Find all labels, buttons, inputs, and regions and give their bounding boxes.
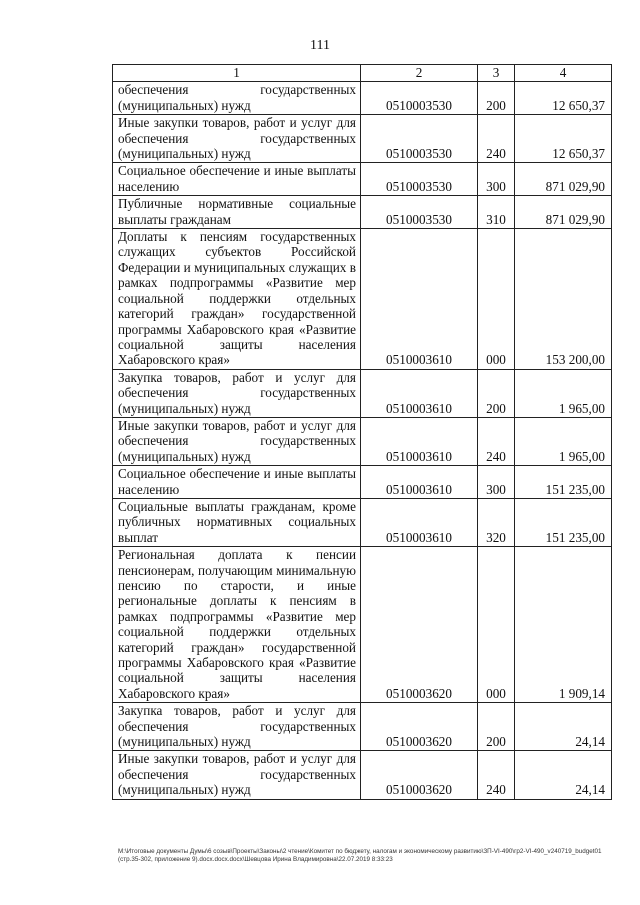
- row-expense-type-cell: 200: [478, 369, 515, 417]
- row-name-cell: Региональная доплата к пенсии пенсионерам, получающим минимальную пенсию по старости, и иные региональные доплаты к пенсиям в рамках подпрограммы «Развитие мер социальной поддержки отдельных категорий граждан» государственной программы Хабаровского края «Развитие социальной защиты населения Хабаровского края»: [113, 547, 361, 703]
- row-amount-cell: 24,14: [515, 703, 612, 751]
- row-name-cell: Иные закупки товаров, работ и услуг для обеспечения государственных (муниципальных) нужд: [113, 417, 361, 465]
- table-row: [113, 229, 612, 370]
- row-code-cell: 0510003530: [361, 115, 478, 163]
- row-name-cell: обеспечения государственных (муниципальных) нужд: [113, 82, 361, 115]
- row-name-cell: Социальное обеспечение и иные выплаты населению: [113, 466, 361, 499]
- row-code-cell: 0510003610: [361, 229, 478, 370]
- row-code-cell: 0510003530: [361, 163, 478, 196]
- row-code-cell: 0510003530: [361, 196, 478, 229]
- row-code-cell: 0510003620: [361, 547, 478, 703]
- table-row: [113, 82, 612, 115]
- row-amount-cell: 1 909,14: [515, 547, 612, 703]
- row-amount-cell: 871 029,90: [515, 163, 612, 196]
- table-row: [113, 466, 612, 499]
- row-expense-type-cell: 320: [478, 498, 515, 546]
- row-code-cell: 0510003610: [361, 498, 478, 546]
- row-code-cell: 0510003530: [361, 82, 478, 115]
- row-amount-cell: 153 200,00: [515, 229, 612, 370]
- table-header-row: [113, 65, 612, 82]
- row-expense-type-cell: 240: [478, 417, 515, 465]
- row-name-cell: Доплаты к пенсиям государственных служащих субъектов Российской Федерации и муниципальных служащих в рамках подпрограммы «Развитие мер социальной поддержки отдельных категорий граждан» государственной программы Хабаровского края «Развитие социальной защиты населения Хабаровского края»: [113, 229, 361, 370]
- table-row: [113, 163, 612, 196]
- table-row: [113, 196, 612, 229]
- row-name-cell: Иные закупки товаров, работ и услуг для обеспечения государственных (муниципальных) нужд: [113, 115, 361, 163]
- row-expense-type-cell: 200: [478, 82, 515, 115]
- row-expense-type-cell: 240: [478, 751, 515, 799]
- row-expense-type-cell: 240: [478, 115, 515, 163]
- row-amount-cell: 1 965,00: [515, 369, 612, 417]
- row-code-cell: 0510003610: [361, 369, 478, 417]
- row-amount-cell: 151 235,00: [515, 466, 612, 499]
- row-name-cell: Закупка товаров, работ и услуг для обеспечения государственных (муниципальных) нужд: [113, 703, 361, 751]
- page-number: 111: [310, 38, 330, 53]
- row-code-cell: 0510003610: [361, 466, 478, 499]
- row-expense-type-cell: 000: [478, 229, 515, 370]
- row-name-cell: Иные закупки товаров, работ и услуг для обеспечения государственных (муниципальных) нужд: [113, 751, 361, 799]
- row-amount-cell: 1 965,00: [515, 417, 612, 465]
- table-row: [113, 417, 612, 465]
- row-expense-type-cell: 310: [478, 196, 515, 229]
- column-header: 2: [361, 65, 478, 82]
- table-row: [113, 115, 612, 163]
- document-footer-path: M:\Итоговые документы Думы\6 созыв\Проекты\Законы\2 чтение\Комитет по бюджету, налогам и экономическому развитию\ЗП-VI-490\гр2-VI-490_v240719_budget01 (стр.35-302, приложение 9).docx.docx.docx\Шевцова Ирина Владимировна\22.07.2019 8:33:23: [118, 848, 602, 863]
- row-code-cell: 0510003620: [361, 751, 478, 799]
- row-amount-cell: 871 029,90: [515, 196, 612, 229]
- table-row: [113, 369, 612, 417]
- row-expense-type-cell: 300: [478, 163, 515, 196]
- row-name-cell: Публичные нормативные социальные выплаты гражданам: [113, 196, 361, 229]
- row-expense-type-cell: 300: [478, 466, 515, 499]
- budget-table: [112, 64, 612, 800]
- table-row: [113, 498, 612, 546]
- row-name-cell: Социальные выплаты гражданам, кроме публичных нормативных социальных выплат: [113, 498, 361, 546]
- table-row: [113, 751, 612, 799]
- column-header: 1: [113, 65, 361, 82]
- column-header: 3: [478, 65, 515, 82]
- row-amount-cell: 12 650,37: [515, 115, 612, 163]
- row-amount-cell: 151 235,00: [515, 498, 612, 546]
- row-code-cell: 0510003620: [361, 703, 478, 751]
- table-row: [113, 703, 612, 751]
- row-expense-type-cell: 200: [478, 703, 515, 751]
- row-expense-type-cell: 000: [478, 547, 515, 703]
- row-name-cell: Закупка товаров, работ и услуг для обеспечения государственных (муниципальных) нужд: [113, 369, 361, 417]
- row-code-cell: 0510003610: [361, 417, 478, 465]
- column-header: 4: [515, 65, 612, 82]
- row-amount-cell: 12 650,37: [515, 82, 612, 115]
- row-amount-cell: 24,14: [515, 751, 612, 799]
- row-name-cell: Социальное обеспечение и иные выплаты населению: [113, 163, 361, 196]
- table-row: [113, 547, 612, 703]
